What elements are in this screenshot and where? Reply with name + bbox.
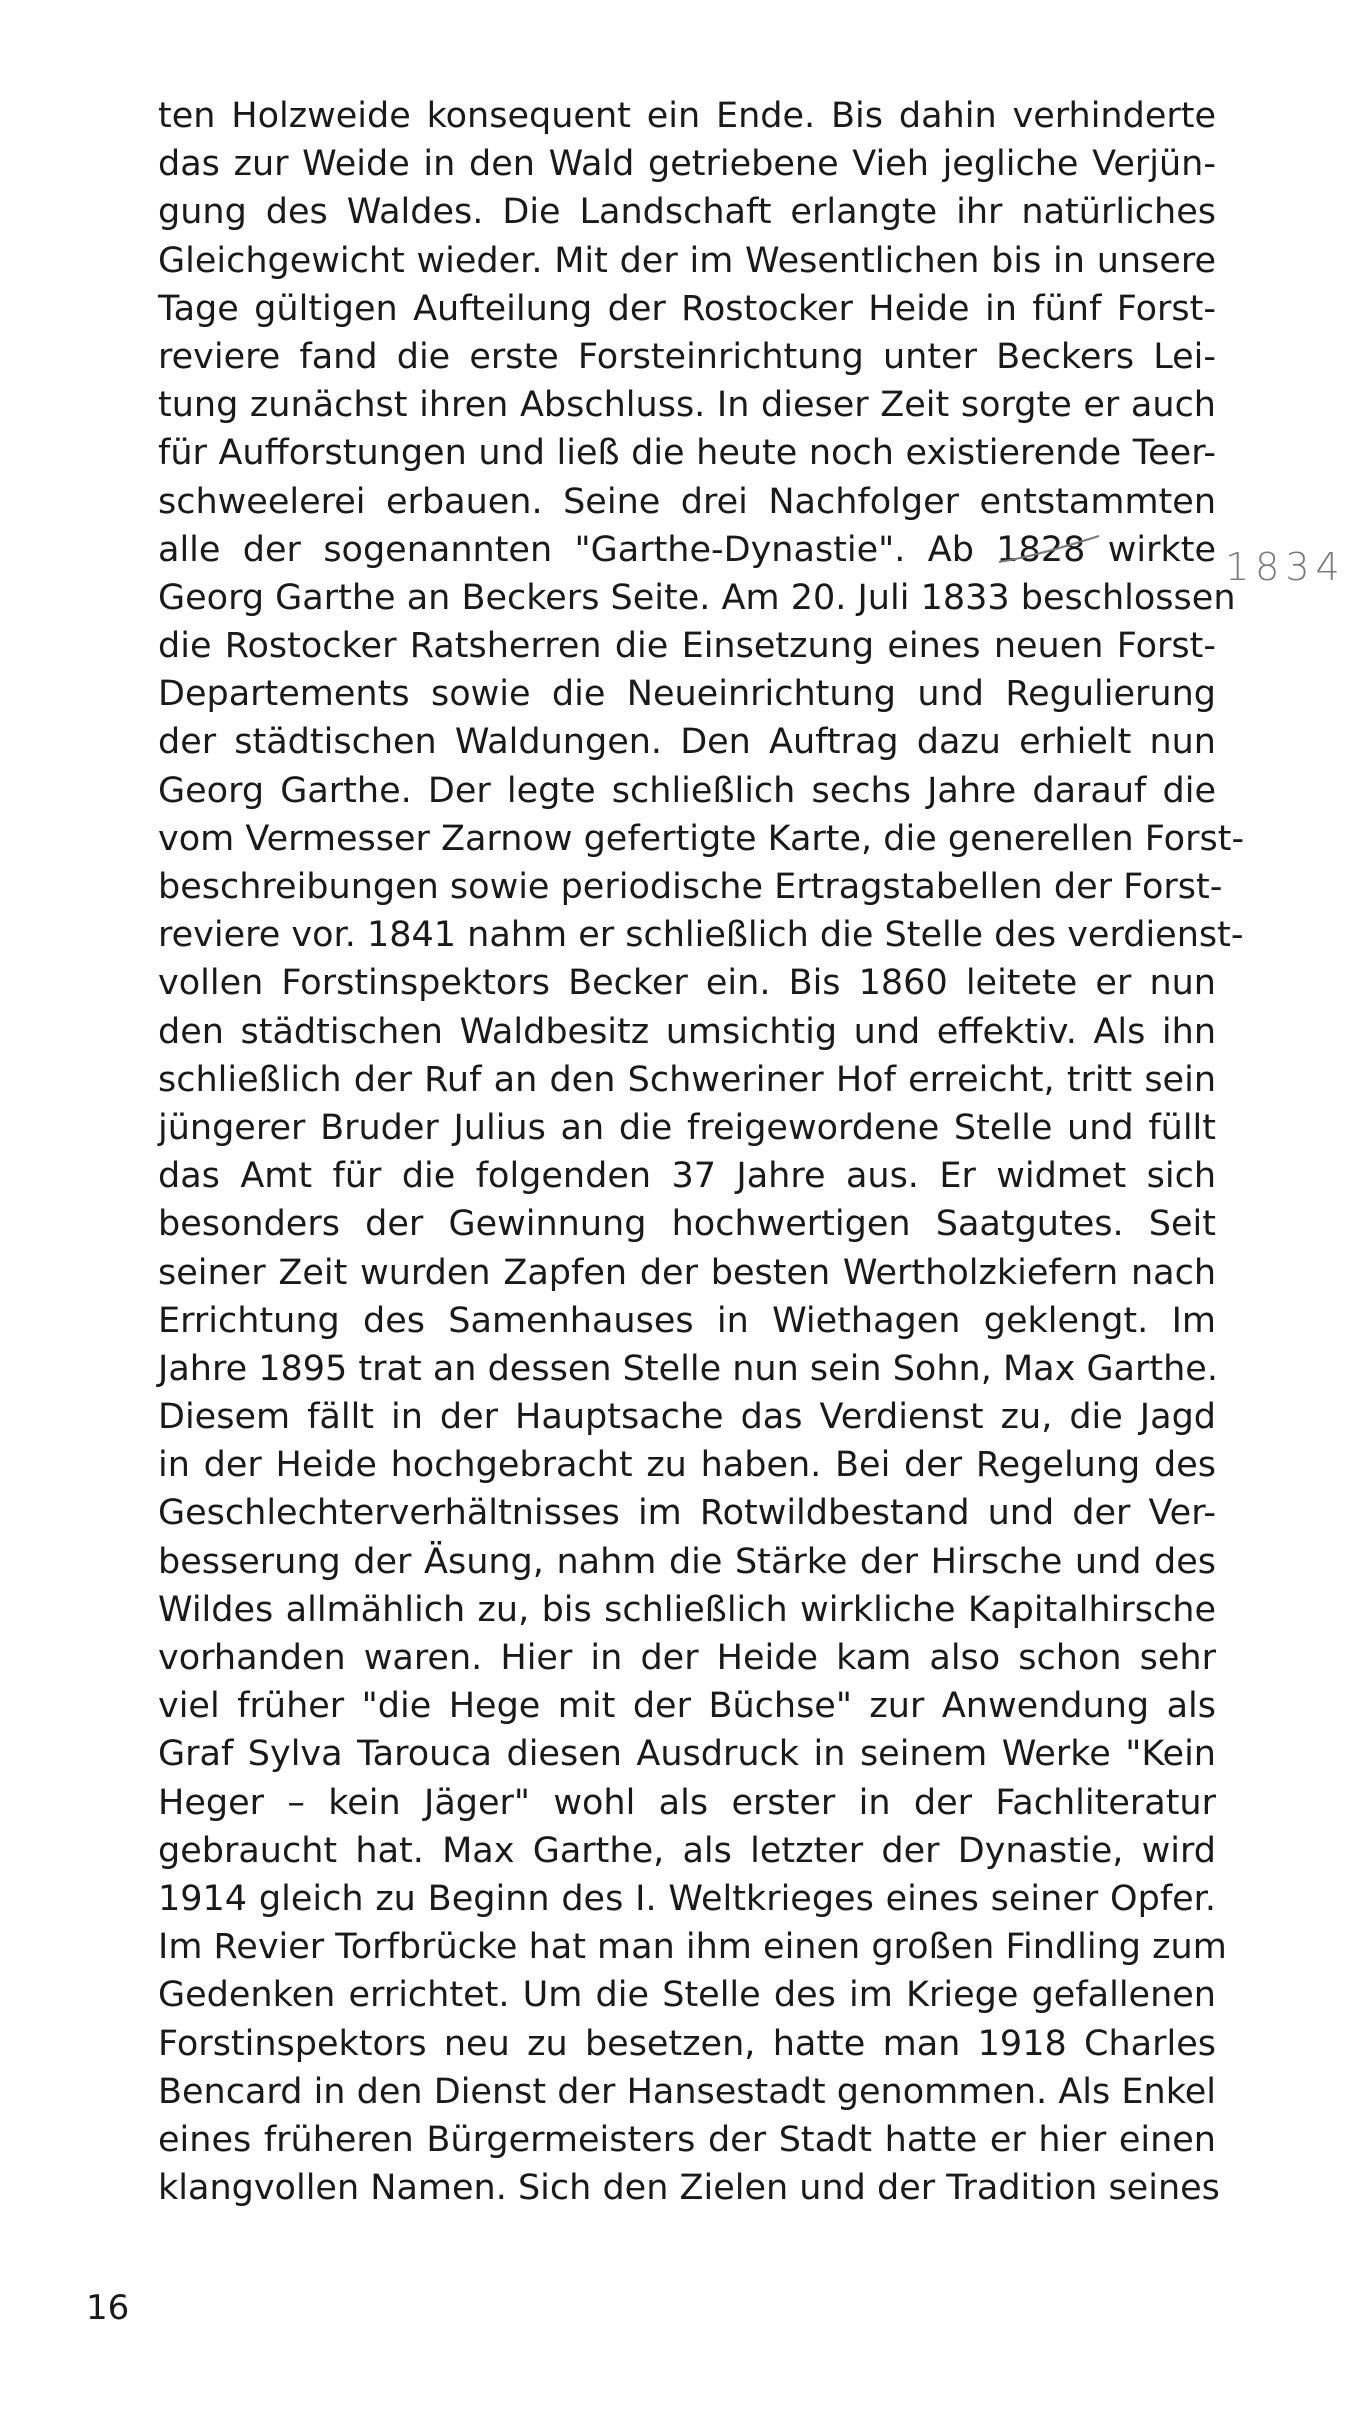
text-line: Gleichgewicht wieder. Mit der im Wesentlichen bis in unsere	[158, 240, 1216, 281]
text-line: alle der sogenannten "Garthe-Dynastie". Ab 1828 wirkte	[158, 529, 1216, 570]
text-line: ten Holzweide konsequent ein Ende. Bis dahin verhinderte	[158, 96, 1216, 136]
text-line: Forstinspektors neu zu besetzen, hatte man 1918 Charles	[158, 2023, 1216, 2064]
text-line: schließlich der Ruf an den Schweriner Hof erreicht, tritt sein	[158, 1059, 1216, 1100]
text-line: besserung der Äsung, nahm die Stärke der Hirsche und des	[158, 1541, 1216, 1582]
text-line: für Aufforstungen und ließ die heute noch existierende Teer-	[158, 433, 1216, 474]
text-line: in der Heide hochgebracht zu haben. Bei der Regelung des	[158, 1445, 1216, 1486]
text-line: der städtischen Waldungen. Den Auftrag dazu erhielt nun	[158, 722, 1216, 763]
text-line: Gedenken errichtet. Um die Stelle des im Kriege gefallenen	[158, 1975, 1216, 2016]
page-number: 16	[86, 2288, 130, 2328]
handwritten-margin-note: 1834	[1225, 545, 1346, 589]
text-line: vom Vermesser Zarnow gefertigte Karte, die generellen Forst-	[158, 818, 1245, 859]
text-line: Graf Sylva Tarouca diesen Ausdruck in seinem Werke "Kein	[158, 1734, 1216, 1775]
text-line: Bencard in den Dienst der Hansestadt genommen. Als Enkel	[158, 2071, 1216, 2112]
body-text	[158, 92, 1245, 2212]
text-line: eines früheren Bürgermeisters der Stadt hatte er hier einen	[158, 2119, 1216, 2160]
text-line: vorhanden waren. Hier in der Heide kam also schon sehr	[158, 1638, 1216, 1678]
text-line: viel früher "die Hege mit der Büchse" zur Anwendung als	[158, 1686, 1216, 1727]
text-line: die Rostocker Ratsherren die Einsetzung eines neuen Forst-	[158, 626, 1216, 667]
text-line: Jahre 1895 trat an dessen Stelle nun sein Sohn, Max Garthe.	[158, 1348, 1218, 1389]
text-line: das Amt für die folgenden 37 Jahre aus. Er widmet sich	[158, 1156, 1216, 1197]
text-line: Tage gültigen Aufteilung der Rostocker Heide in fünf Forst-	[158, 288, 1216, 329]
text-line: klangvollen Namen. Sich den Zielen und der Tradition seines	[158, 2168, 1220, 2209]
text-line: Georg Garthe. Der legte schließlich sechs Jahre darauf die	[158, 770, 1216, 811]
text-line: gung des Waldes. Die Landschaft erlangte ihr natürliches	[158, 192, 1216, 233]
text-line: beschreibungen sowie periodische Ertragstabellen der Forst-	[158, 867, 1223, 907]
text-line: gebraucht hat. Max Garthe, als letzter der Dynastie, wird	[158, 1830, 1216, 1871]
text-line: 1914 gleich zu Beginn des I. Weltkrieges eines seiner Opfer.	[158, 1878, 1216, 1919]
text-line: Georg Garthe an Beckers Seite. Am 20. Juli 1833 beschlossen	[158, 577, 1236, 618]
text-line: seiner Zeit wurden Zapfen der besten Wertholzkiefern nach	[158, 1252, 1216, 1293]
text-line: Diesem fällt in der Hauptsache das Verdienst zu, die Jagd	[158, 1397, 1216, 1438]
text-line: Wildes allmählich zu, bis schließlich wirkliche Kapitalhirsche	[158, 1589, 1216, 1630]
text-line: Heger – kein Jäger" wohl als erster in der Fachliteratur	[158, 1782, 1216, 1823]
text-line: besonders der Gewinnung hochwertigen Saatgutes. Seit	[158, 1204, 1216, 1245]
text-line: das zur Weide in den Wald getriebene Vieh jegliche Verjün-	[158, 144, 1216, 185]
text-line: den städtischen Waldbesitz umsichtig und effektiv. Als ihn	[158, 1011, 1216, 1052]
text-line: reviere vor. 1841 nahm er schließlich die Stelle des verdienst-	[158, 915, 1244, 956]
text-line: tung zunächst ihren Abschluss. In dieser Zeit sorgte er auch	[158, 385, 1216, 426]
text-line: schweelerei erbauen. Seine drei Nachfolger entstammten	[158, 481, 1216, 522]
text-line: jüngerer Bruder Julius an die freigewordene Stelle und füllt	[158, 1107, 1216, 1148]
pencil-correction-stroke	[995, 532, 1105, 572]
text-line: Errichtung des Samenhauses in Wiethagen geklengt. Im	[158, 1300, 1216, 1341]
text-line: Im Revier Torfbrücke hat man ihm einen großen Findling zum	[158, 1927, 1227, 1968]
text-line: vollen Forstinspektors Becker ein. Bis 1860 leitete er nun	[158, 963, 1216, 1004]
text-line: Departements sowie die Neueinrichtung und Regulierung	[158, 674, 1216, 715]
text-line: Geschlechterverhältnisses im Rotwildbestand und der Ver-	[158, 1493, 1216, 1534]
text-line: reviere fand die erste Forsteinrichtung unter Beckers Lei-	[158, 336, 1216, 377]
